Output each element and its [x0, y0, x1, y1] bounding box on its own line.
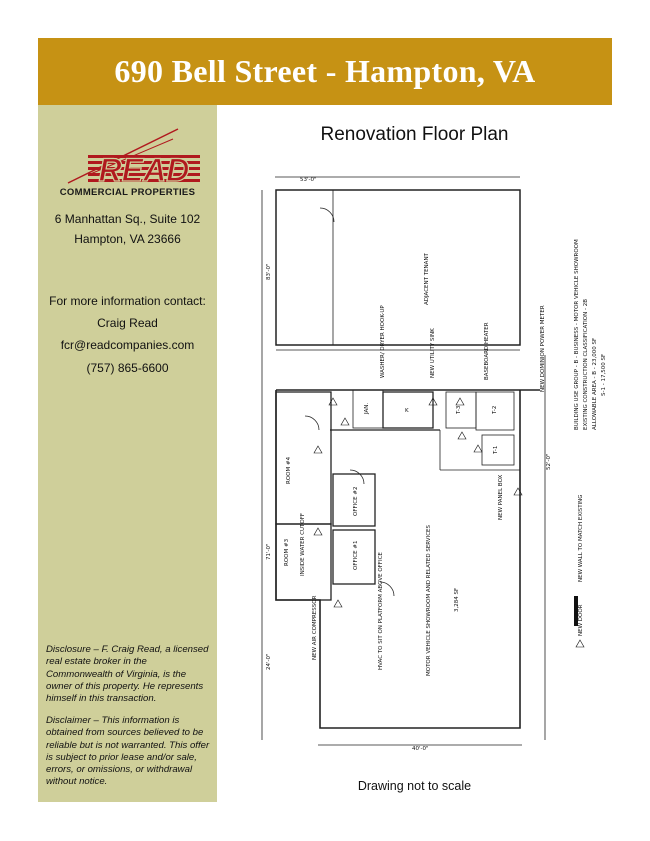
legend-wall-swatch [574, 596, 578, 626]
disclaimer-text: Disclaimer – This information is obtained from sources believed to be reliable but is not warranted. This offer is subject to prior lease and/or sale, errors, or omissions, or withdrawal without notice. [46, 715, 210, 788]
label-area: 3,284 SF [454, 587, 460, 612]
dim-bottom: 40'-0" [412, 746, 429, 752]
address-line2: Hampton, VA 23666 [74, 232, 181, 246]
label-construction: EXISTING CONSTRUCTION CLASSIFICATION - 2B [583, 299, 589, 430]
label-power: NEW DOMINION POWER METER [540, 305, 546, 392]
label-jan: JAN. [364, 402, 370, 414]
dim-top: 53'-0" [300, 177, 317, 183]
label-t3: T-3 [456, 405, 462, 414]
label-baseboard: BASEBOARD HEATER [484, 322, 490, 380]
dim-left-mid: 71'-0" [266, 543, 272, 560]
title-banner [38, 38, 612, 105]
contact-name: Craig Read [97, 316, 158, 330]
label-hvac: HVAC TO SIT ON PLATFORM ABOVE OFFICE [378, 552, 384, 670]
label-office2: OFFICE #2 [353, 486, 359, 516]
label-t1: T-1 [493, 445, 499, 454]
label-compressor: NEW AIR COMPRESSOR [312, 595, 318, 660]
label-legend-wall: NEW WALL TO MATCH EXISTING [578, 494, 584, 582]
plan-title: Renovation Floor Plan [320, 124, 509, 145]
label-washer: WASHER/ DRYER HOOK-UP [380, 305, 386, 378]
triangle-markers [314, 398, 584, 647]
label-allowable2: S-1 - 17,500 SF [601, 353, 607, 396]
label-office1: OFFICE #1 [353, 540, 359, 570]
logo-subtitle: COMMERCIAL PROPERTIES [59, 187, 196, 198]
page-title: 690 Bell Street - Hampton, VA [114, 53, 536, 89]
floor-plan-drawing [262, 160, 607, 760]
dim-left-bot: 24'-0" [266, 653, 272, 670]
label-t2: T-2 [492, 405, 498, 414]
label-showroom: MOTOR VEHICLE SHOWROOM AND RELATED SERVICES [426, 524, 432, 676]
label-allowable: ALLOWABLE AREA - B - 23,000 SF [592, 337, 598, 430]
label-panel: NEW PANEL BOX [498, 474, 504, 520]
label-adjacent: ADJACENT TENANT [424, 253, 430, 305]
info-sidebar [38, 105, 217, 802]
label-use-group: BUILDING USE GROUP - B - BUSINESS - MOTOR VEHICLE SHOWROOM [574, 239, 580, 430]
label-room4: ROOM #4 [286, 456, 292, 484]
contact-heading: For more information contact: [49, 294, 206, 308]
address-line1: 6 Manhattan Sq., Suite 102 [54, 212, 201, 226]
disclosure-text: Disclosure – F. Craig Read, a licensed real estate broker in the Commonwealth of Virginia, is the owner of this property. He represents himself in this transaction. [46, 644, 209, 705]
dim-right: 52'-0" [546, 453, 552, 470]
contact-email[interactable]: fcr@readcompanies.com [60, 338, 195, 352]
label-room3: ROOM #3 [284, 538, 290, 566]
label-k: K [405, 408, 409, 414]
dim-left-top: 83'-0" [266, 263, 272, 280]
label-legend-door: NEW DOOR [578, 604, 584, 636]
plan-note: Drawing not to scale [357, 779, 472, 793]
label-water: INSIDE WATER CUTOFF [300, 512, 306, 576]
logo-word: READ [98, 152, 190, 188]
label-utility: NEW UTILITY SINK [430, 328, 436, 378]
contact-phone: (757) 865-6600 [86, 361, 169, 375]
